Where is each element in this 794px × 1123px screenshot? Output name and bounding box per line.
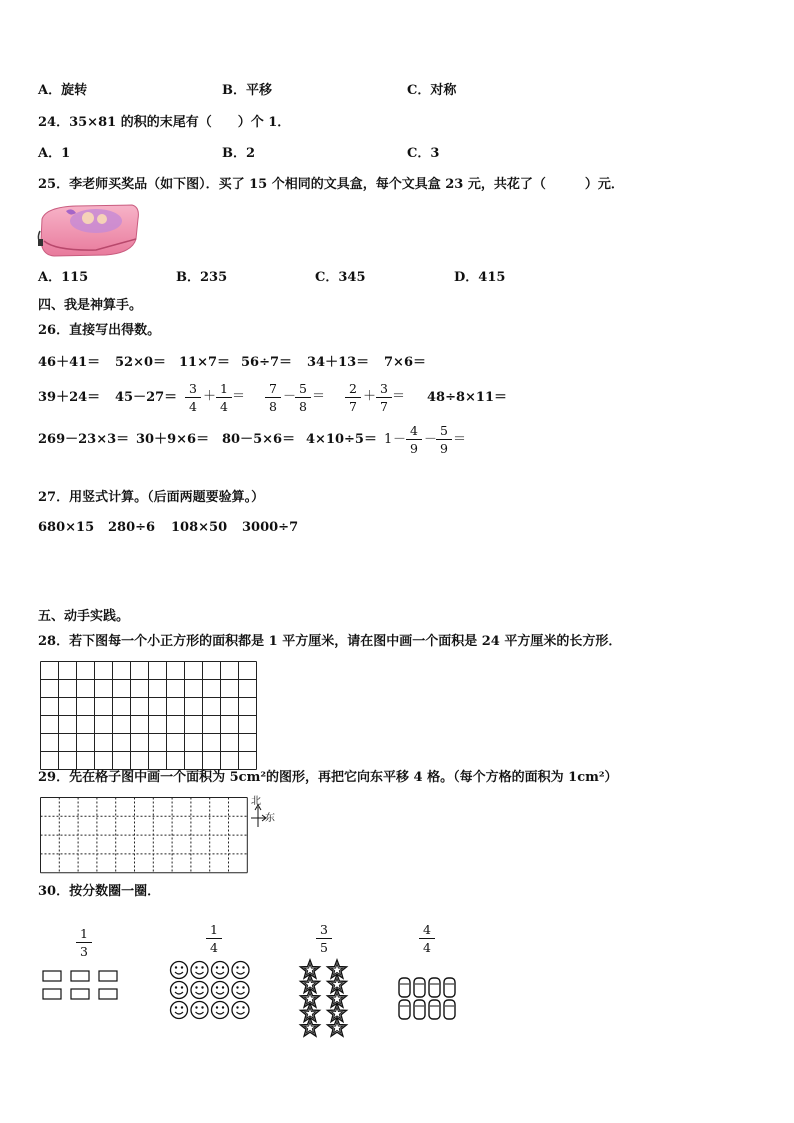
fraction: $\frac{5}{8}$ — [295, 381, 311, 414]
rectangle-icon — [99, 989, 117, 999]
q27-item: 108×50 — [171, 520, 228, 535]
pencil-case-image — [36, 201, 142, 259]
section-4-title: 四、我是神算手。 — [38, 298, 143, 313]
compass-north-label: 北 — [251, 796, 261, 807]
q26-r2-expr: 48÷8×11＝ — [427, 390, 508, 405]
operator: － — [393, 432, 407, 447]
q23-option-a[interactable]: A．旋转 — [38, 83, 88, 98]
smiley-icon — [171, 962, 188, 979]
smiley-icon — [191, 982, 208, 999]
q26-r2-expr: 45－27＝ — [115, 390, 178, 405]
fraction: $\frac{2}{7}$ — [345, 381, 361, 414]
smiley-icon — [212, 1002, 229, 1019]
q28-question: 28．若下图每一个小正方形的面积都是 1 平方厘米，请在图中画一个面积是 24 平方厘米的长方形． — [38, 634, 622, 649]
q27-item: 3000÷7 — [242, 520, 299, 535]
q25-option-a[interactable]: A．115 — [38, 270, 89, 285]
operator: ＋ — [363, 389, 377, 404]
smiley-icon — [212, 982, 229, 999]
q30-fraction-2: $\frac{1}{4}$ — [206, 922, 222, 955]
smiley-icon — [212, 962, 229, 979]
cylinder-icon — [414, 978, 425, 997]
q27-item: 280÷6 — [108, 520, 156, 535]
operator: － — [424, 432, 438, 447]
fraction: $\frac{3}{7}$ — [376, 381, 392, 414]
fraction: $\frac{1}{4}$ — [216, 381, 232, 414]
rectangle-icon — [71, 971, 89, 981]
q24-option-c[interactable]: C．3 — [407, 146, 440, 161]
q26-r1-expr: 7×6＝ — [384, 355, 426, 370]
q27-title: 27．用竖式计算。（后面两题要验算。） — [38, 490, 265, 505]
fraction: $\frac{5}{9}$ — [436, 423, 452, 456]
q26-r1-expr: 56÷7＝ — [241, 355, 293, 370]
q30-stars-group[interactable] — [296, 960, 352, 1036]
q26-r3-expr: 30＋9×6＝ — [136, 432, 210, 447]
cylinder-icon — [429, 1000, 440, 1019]
q28-grid[interactable] — [40, 661, 260, 762]
q26-r1-expr: 11×7＝ — [179, 355, 231, 370]
smiley-icon — [232, 1002, 249, 1019]
q26-r1-expr: 46＋41＝ — [38, 355, 101, 370]
operator: － — [283, 389, 297, 404]
q30-rectangles-group[interactable] — [40, 965, 130, 1005]
q25-option-d[interactable]: D．415 — [454, 270, 506, 285]
fraction: $\frac{4}{9}$ — [406, 423, 422, 456]
q30-fraction-1: $\frac{1}{3}$ — [76, 926, 92, 959]
q26-title: 26．直接写出得数。 — [38, 323, 161, 338]
cylinder-icon — [429, 978, 440, 997]
q24-option-b[interactable]: B．2 — [222, 146, 256, 161]
rectangle-icon — [43, 971, 61, 981]
q26-r3-expr: 4×10÷5＝ — [306, 432, 377, 447]
whole-number: 1 — [384, 432, 393, 447]
fraction: $\frac{3}{4}$ — [185, 381, 201, 414]
operator: ＝ — [392, 389, 406, 404]
operator: ＝ — [453, 432, 467, 447]
cylinder-icon — [444, 1000, 455, 1019]
smiley-icon — [232, 982, 249, 999]
q26-r1-expr: 34＋13＝ — [307, 355, 370, 370]
rectangle-icon — [99, 971, 117, 981]
q23-option-b[interactable]: B．平移 — [222, 83, 272, 98]
rectangle-icon — [71, 989, 89, 999]
q26-r2-expr: 39＋24＝ — [38, 390, 101, 405]
cylinder-icon — [414, 1000, 425, 1019]
q29-grid[interactable] — [40, 797, 248, 873]
smiley-icon — [191, 1002, 208, 1019]
q26-r3-expr: 269－23×3＝ — [38, 432, 130, 447]
smiley-icon — [171, 1002, 188, 1019]
q26-r3-expr: 80－5×6＝ — [222, 432, 296, 447]
operator: ＝ — [232, 389, 246, 404]
q30-fraction-4: $\frac{4}{4}$ — [419, 922, 435, 955]
q30-smileys-group[interactable] — [168, 960, 258, 1022]
q25-question: 25．李老师买奖品（如下图）．买了 15 个相同的文具盒，每个文具盒 23 元，共花了（ ）元． — [38, 177, 624, 192]
q24-question: 24．35×81 的积的末尾有（ ）个 1． — [38, 115, 291, 130]
q23-option-c[interactable]: C．对称 — [407, 83, 457, 98]
operator: ＝ — [312, 389, 326, 404]
q26-r1-expr: 52×0＝ — [115, 355, 167, 370]
q25-option-c[interactable]: C．345 — [315, 270, 366, 285]
cylinder-icon — [399, 978, 410, 997]
compass-east-label: 东 — [265, 813, 275, 824]
q29-question: 29．先在格子图中画一个面积为 5cm²的图形，再把它向东平移 4 格。（每个方格的面积为 1cm²） — [38, 770, 618, 785]
smiley-icon — [232, 962, 249, 979]
q30-cylinders-group[interactable] — [396, 975, 462, 1025]
q30-fraction-3: $\frac{3}{5}$ — [316, 922, 332, 955]
cylinder-icon — [399, 1000, 410, 1019]
smiley-icon — [171, 982, 188, 999]
cylinder-icon — [444, 978, 455, 997]
q27-item: 680×15 — [38, 520, 95, 535]
q25-option-b[interactable]: B．235 — [176, 270, 228, 285]
rectangle-icon — [43, 989, 61, 999]
q30-title: 30．按分数圈一圈． — [38, 884, 161, 899]
section-5-title: 五、动手实践。 — [38, 609, 130, 624]
q24-option-a[interactable]: A．1 — [38, 146, 71, 161]
fraction: $\frac{7}{8}$ — [265, 381, 281, 414]
smiley-icon — [191, 962, 208, 979]
operator: ＋ — [203, 389, 217, 404]
